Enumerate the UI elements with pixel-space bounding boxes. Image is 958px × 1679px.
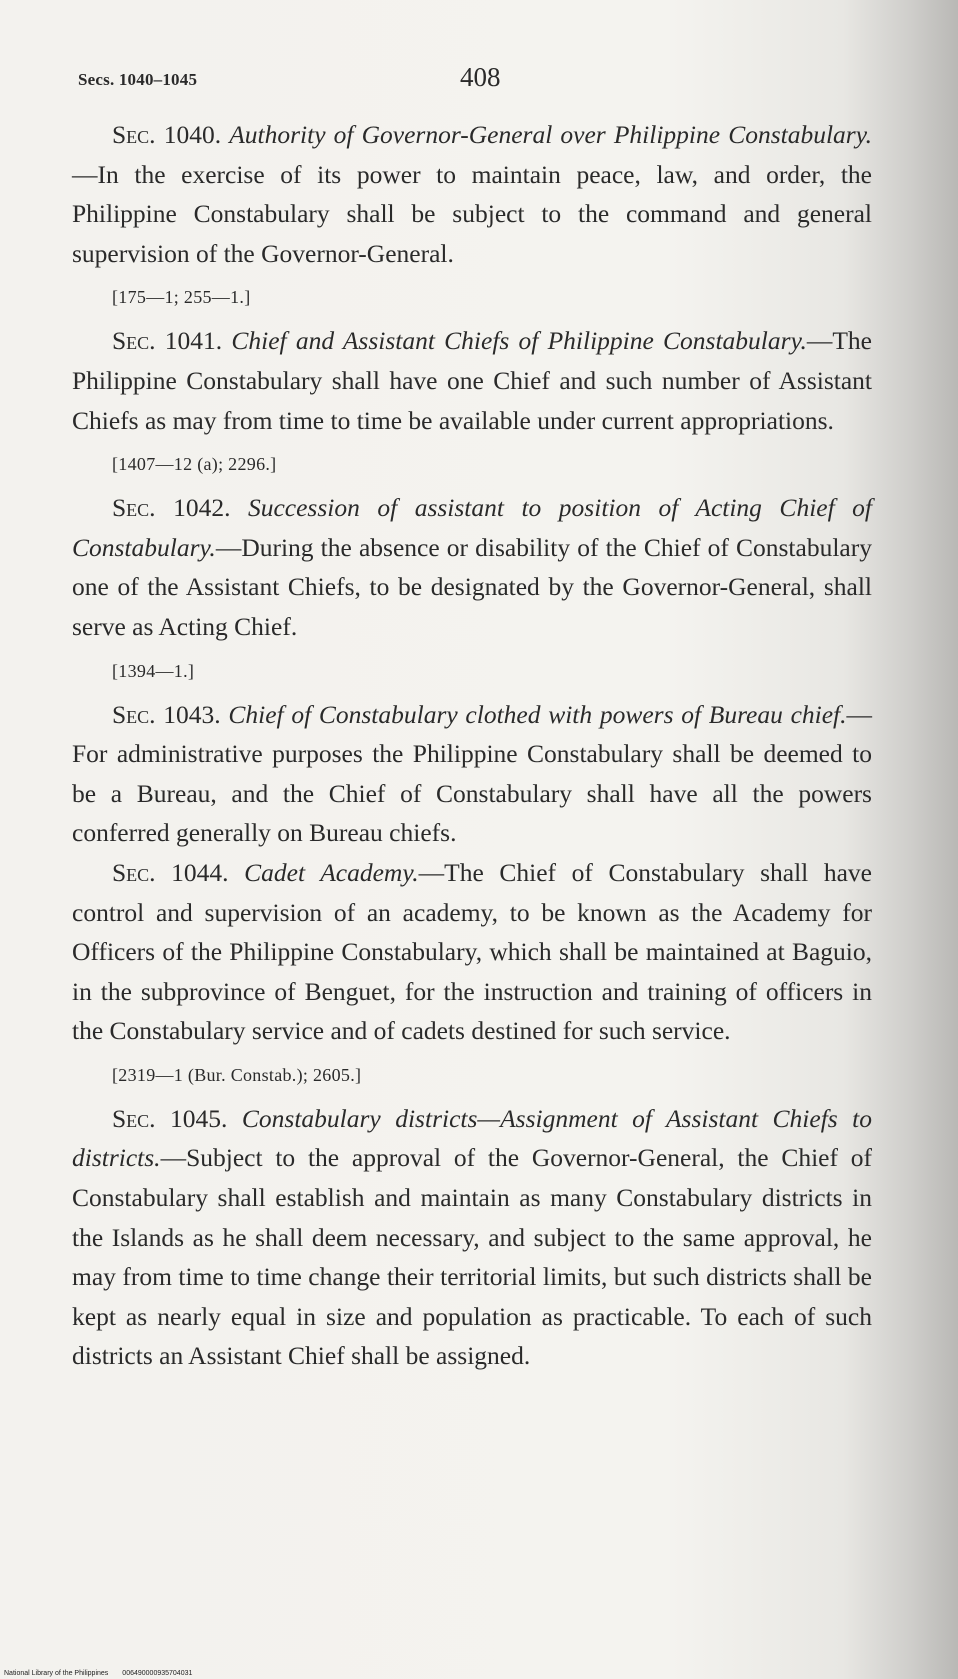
section-1043	[72, 695, 872, 853]
section-label: Sec.	[112, 1103, 156, 1133]
section-1041	[72, 321, 872, 440]
section-body: —The Chief of Constabulary shall have control and supervision of an academy, to be known as the Academy for Officers of the Philippine Constabulary, which shall be maintained at Baguio, in the subprovince of Benguet, for the instruction and training of officers in the Constabulary service and of cadets destined for such service.	[72, 857, 872, 1046]
section-range: Secs. 1040–1045	[78, 70, 198, 89]
citation: [175—1; 255—1.]	[112, 287, 251, 308]
page-header	[78, 62, 858, 102]
section-body: —During the absence or disability of the Chief of Constabulary one of the Assistant Chiefs, to be designated by the Governor-General, shall serve as Acting Chief.	[72, 532, 872, 641]
section-label: Sec.	[112, 120, 156, 149]
section-1040	[72, 115, 872, 273]
section-1045	[72, 1099, 872, 1376]
section-label: Sec.	[112, 493, 156, 523]
citation: [1394—1.]	[112, 660, 195, 681]
section-1044	[72, 853, 872, 1051]
section-body: —In the exercise of its power to maintain peace, law, and order, the Philippine Constabulary shall be subject to the command and general supervision of the Governor-General.	[72, 159, 872, 268]
section-body: —Subject to the approval of the Governor-General, the Chief of Constabulary shall establish and maintain as many Constabulary districts in the Islands as he shall deem necessary, and subject to the same approval, he may from time to time change their territorial limits, but such districts shall be kept as nearly equal in size and population as practicable. To each of such districts an Assistant Chief shall be assigned.	[72, 1143, 872, 1371]
scan-identifier: 006490000935704031	[122, 1670, 193, 1677]
section-body: —For administrative purposes the Philippine Constabulary shall be deemed to be a Bureau, and the Chief of Constabulary shall have all the powers conferred generally on Bureau chiefs.	[72, 699, 873, 848]
section-body: —The Philippine Constabulary shall have one Chief and such number of Assistant Chiefs as may from time to time be available under current appropriations.	[72, 326, 873, 435]
section-number: 1041.	[164, 326, 223, 356]
section-heading: Authority of Governor-General over Philippine Constabulary.	[229, 120, 873, 149]
section-label: Sec.	[112, 857, 156, 887]
citation: [2319—1 (Bur. Constab.); 2605.]	[112, 1064, 362, 1085]
citation: [1407—12 (a); 2296.]	[112, 454, 277, 475]
page-body	[72, 115, 872, 1376]
section-heading: Chief of Constabulary clothed with powers of Bureau chief.	[228, 699, 847, 729]
section-heading: Succession of assistant to position of Acting Chief of Constabulary.	[72, 493, 873, 562]
section-heading: Chief and Assistant Chiefs of Philippine Constabulary.	[231, 326, 807, 356]
section-number: 1043.	[163, 699, 221, 729]
section-heading: Cadet Academy.	[244, 857, 419, 887]
section-1042	[72, 488, 872, 646]
scan-footer	[4, 1670, 192, 1677]
section-label: Sec.	[112, 326, 156, 356]
section-label: Sec.	[112, 699, 156, 729]
section-number: 1045.	[170, 1103, 228, 1133]
section-number: 1040.	[163, 120, 222, 149]
library-credit: National Library of the Philippines	[4, 1670, 109, 1677]
page-number: 408	[460, 62, 501, 92]
section-number: 1042.	[173, 493, 231, 523]
section-number: 1044.	[171, 857, 229, 887]
section-heading: Constabulary districts—Assignment of Assistant Chiefs to districts.	[72, 1103, 873, 1173]
